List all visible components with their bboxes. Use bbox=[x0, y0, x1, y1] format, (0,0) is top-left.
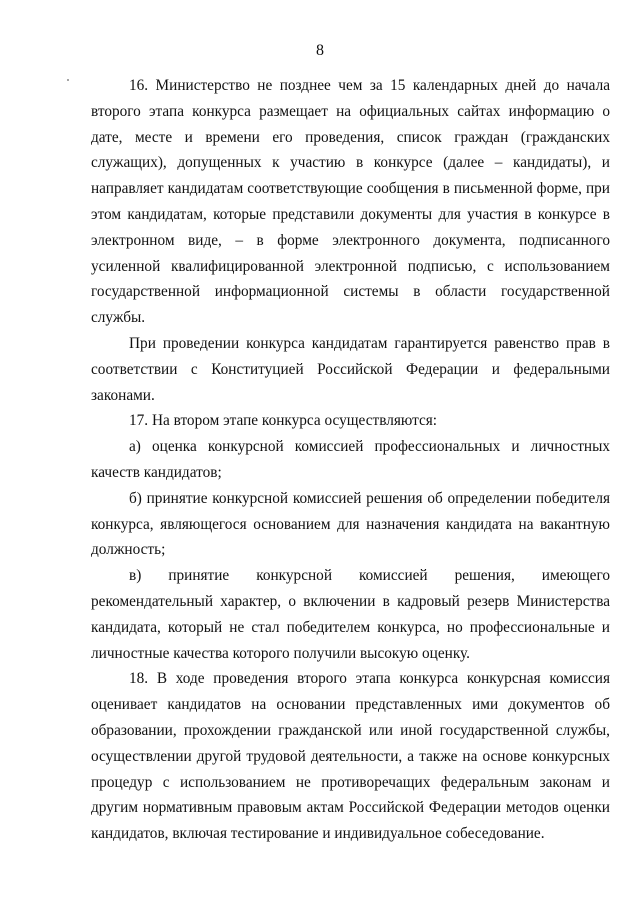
paragraph-17-a: а) оценка конкурсной комиссией профессиональных и личностных качеств кандидатов; bbox=[91, 438, 610, 481]
paragraph-17-v-text: принятие конкурсной комиссией решения, имеющего рекомендательный характер, о включении в кадровый резерв Министерства кандидата, который не стал победителем конкурса, но профессиональные и личностные качества которого получили высокую оценку. bbox=[91, 567, 610, 662]
paragraph-equality: При проведении конкурса кандидатам гарантируется равенство прав в соответствии с Конституцией Российской Федерации и федеральными законами. bbox=[91, 334, 610, 404]
paragraph-16: 16. Министерство не позднее чем за 15 календарных дней до начала второго этапа конкурса размещает на официальных сайтах информацию о дате, месте и времени его проведения, список граждан (гражданских служащих), допущенных к участию в конкурсе (далее – кандидаты), и направляет кандидатам соответствующие сообщения в письменной форме, при этом кандидатам, которые представили документы для участия в конкурсе в электронном виде, – в форме электронного документа, подписанного усиленной квалифицированной электронной подписью, с использованием государственной информационной системы в области государственной службы. bbox=[91, 77, 610, 327]
paragraph-17: 17. На втором этапе конкурса осуществляются: bbox=[129, 412, 438, 430]
scan-speck bbox=[67, 79, 69, 81]
document-body bbox=[91, 73, 610, 847]
paragraph-17-v bbox=[91, 563, 610, 666]
list-marker-v: в) bbox=[129, 567, 142, 585]
paragraph-18: 18. В ходе проведения второго этапа конкурса конкурсная комиссия оценивает кандидатов на основании представленных ими документов об образовании, прохождении гражданской или иной государственной службы, осуществлении другой трудовой деятельности, а также на основе конкурсных процедур с использованием не противоречащих федеральным законам и другим нормативным правовым актам Российской Федерации методов оценки кандидатов, включая тестирование и индивидуальное собеседование. bbox=[91, 670, 610, 843]
page-number: 8 bbox=[316, 42, 324, 59]
paragraph-17-b: б) принятие конкурсной комиссией решения об определении победителя конкурса, являющегося основанием для назначения кандидата на вакантную должность; bbox=[91, 489, 610, 559]
